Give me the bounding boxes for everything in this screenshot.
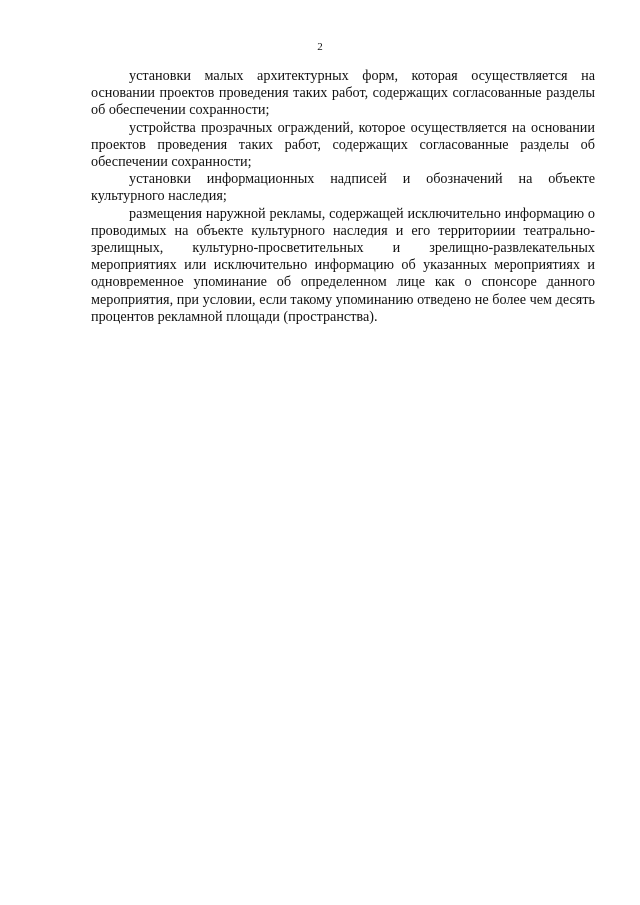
page-number: 2 bbox=[317, 41, 323, 53]
paragraph-small-architectural-forms: установки малых архитектурных форм, которая осуществляется на основании проектов проведения таких работ, содержащих согласованные разделы об обеспечении сохранности; bbox=[91, 68, 595, 119]
paragraph-transparent-fences: устройства прозрачных ограждений, которое осуществляется на основании проектов проведения таких работ, содержащих согласованные разделы об обеспечении сохранности; bbox=[91, 119, 595, 171]
paragraph-information-signs: установки информационных надписей и обозначений на объекте культурного наследия; bbox=[91, 171, 595, 205]
document-body bbox=[91, 68, 595, 326]
paragraph-outdoor-advertising: размещения наружной рекламы, содержащей исключительно информацию о проводимых на объекте культурного наследия и его территориии театрально-зрелищных, культурно-просветительных и зрелищно-развлекательных мероприятиях или исключительно информацию об указанных мероприятиях и одновременное упоминание об определенном лице как о спонсоре данного мероприятия, при условии, если такому упоминанию отведено не более чем десять процентов рекламной площади (пространства). bbox=[91, 205, 595, 325]
